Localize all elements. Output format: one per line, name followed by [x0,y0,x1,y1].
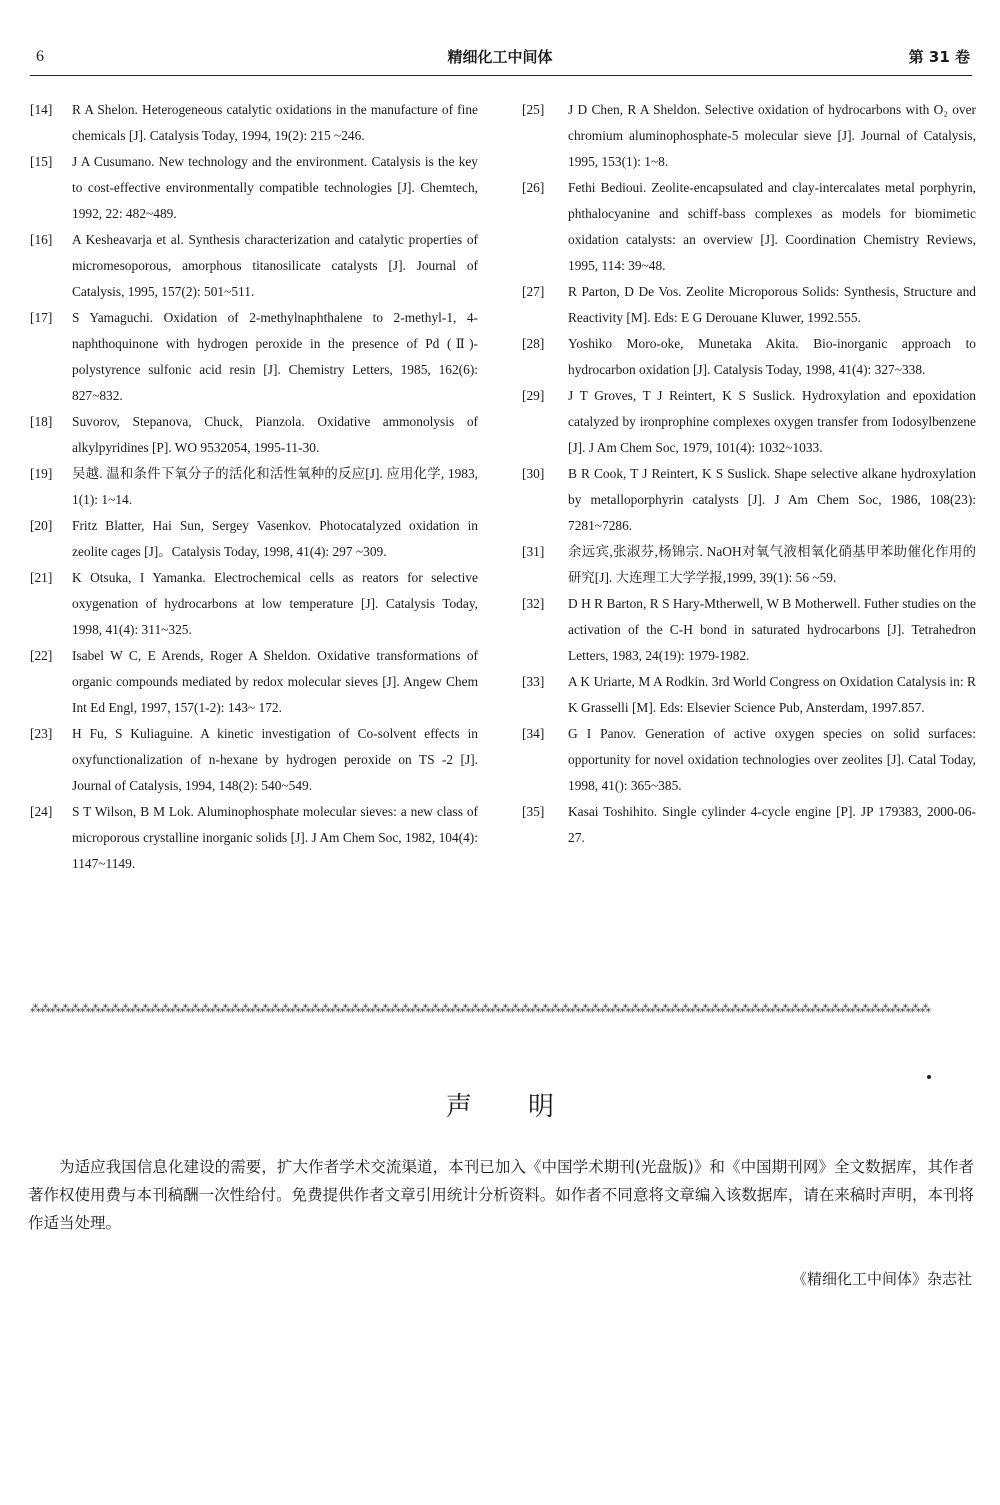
reference-text: G I Panov. Generation of active oxygen species on solid surfaces: opportunity for novel oxidation technologies over zeolites [J]. Catal Today, 1998, 41(): 365~385. [568,726,976,793]
journal-title: 精细化工中间体 [447,48,553,66]
page-number: 6 [36,48,44,65]
notice-signature: 《精细化工中间体》杂志社 [791,1270,972,1288]
reference-number: [20] [30,518,53,533]
reference-text: Yoshiko Moro-oke, Munetaka Akita. Bio-inorganic approach to hydrocarbon oxidation [J]. Catalysis Today, 1998, 41(4): 327~338. [568,336,976,377]
reference-number: [23] [30,726,53,741]
reference-number: [27] [522,284,545,299]
reference-text: J D Chen, R A Sheldon. Selective oxidation of hydrocarbons with O₂ over chromium aluminophosphate-5 molecular sieve [J]. Journal of Catalysis, 1995, 153(1): 1~8. [568,102,976,169]
reference-number: [14] [30,102,53,117]
reference-number: [28] [522,336,545,351]
reference-entry [522,175,976,279]
reference-text: Kasai Toshihito. Single cylinder 4-cycle engine [P]. JP 179383, 2000-06-27. [568,804,976,845]
reference-entry [30,565,478,643]
reference-text: Fritz Blatter, Hai Sun, Sergey Vasenkov. Photocatalyzed oxidation in zeolite cages [J]。Catalysis Today, 1998, 41(4): 297 ~309. [72,518,478,559]
ornamental-divider: ⁂⁂⁂⁂⁂⁂⁂⁂⁂⁂⁂⁂⁂⁂⁂⁂⁂⁂⁂⁂⁂⁂⁂⁂⁂⁂⁂⁂⁂⁂⁂⁂⁂⁂⁂⁂⁂⁂⁂⁂⁂⁂⁂⁂⁂⁂⁂⁂⁂⁂⁂⁂⁂⁂⁂⁂⁂⁂⁂⁂⁂⁂⁂⁂⁂⁂⁂⁂⁂⁂⁂⁂⁂⁂⁂⁂⁂⁂⁂⁂⁂⁂⁂⁂⁂⁂⁂⁂⁂⁂ [30,1003,930,1015]
reference-entry [30,227,478,305]
reference-text: 余远宾,张淑芬,杨锦宗. NaOH对氧气液相氧化硝基甲苯助催化作用的研究[J]. 大连理工大学学报,1999, 39(1): 56 ~59. [568,544,976,585]
reference-entry [522,383,976,461]
reference-number: [32] [522,596,545,611]
reference-number: [26] [522,180,545,195]
reference-number: [25] [522,102,545,117]
reference-text: J A Cusumano. New technology and the environment. Catalysis is the key to cost-effective environmentally compatible technologies [J]. Chemtech, 1992, 22: 482~489. [72,154,478,221]
reference-number: [33] [522,674,545,689]
reference-number: [24] [30,804,53,819]
reference-entry [522,799,976,851]
reference-entry [30,149,478,227]
reference-text: R Parton, D De Vos. Zeolite Microporous Solids: Synthesis, Structure and Reactivity [M]. Eds: E G Derouane Kluwer, 1992.555. [568,284,976,325]
reference-text: 吴越. 温和条件下氧分子的活化和活性氧种的反应[J]. 应用化学, 1983, 1(1): 1~14. [72,466,478,507]
reference-text: Fethi Bedioui. Zeolite-encapsulated and clay-intercalates metal porphyrin, phthalocyanine and schiff-bass complexes as models for biomimetic oxidation catalysts: an overview [J]. Coordination Chemistry Reviews, 1995, 114: 39~48. [568,180,976,273]
reference-text: B R Cook, T J Reintert, K S Suslick. Shape selective alkane hydroxylation by metalloporphyrin catalysts [J]. J Am Chem Soc, 1986, 108(23): 7281~7286. [568,466,976,533]
volume-label: 第 31 卷 [908,48,970,66]
notice-title: 声明 [445,1092,610,1122]
reference-text: Suvorov, Stepanova, Chuck, Pianzola. Oxidative ammonolysis of alkylpyridines [P]. WO 9532054, 1995-11-30. [72,414,478,455]
reference-entry [522,97,976,175]
reference-number: [22] [30,648,53,663]
reference-entry [30,513,478,565]
reference-number: [19] [30,466,53,481]
reference-entry [30,643,478,721]
reference-text: S T Wilson, B M Lok. Aluminophosphate molecular sieves: a new class of microporous crystalline inorganic solids [J]. J Am Chem Soc, 1982, 104(4): 1147~1149. [72,804,478,871]
header-rule [30,75,972,76]
reference-text: J T Groves, T J Reintert, K S Suslick. Hydroxylation and epoxidation catalyzed by ironprophine complexes oxygen transfer from Iodosylbenzene [J]. J Am Chem Soc, 1979, 101(4): 1032~1033. [568,388,976,455]
notice-body: 为适应我国信息化建设的需要，扩大作者学术交流渠道，本刊已加入《中国学术期刊(光盘版)》和《中国期刊网》全文数据库，其作者著作权使用费与本刊稿酬一次性给付。免费提供作者文章引用统计分析资料。如作者不同意将文章编入该数据库，请在来稿时声明，本刊将作适当处理。 [28,1158,974,1232]
reference-number: [34] [522,726,545,741]
reference-text: H Fu, S Kuliaguine. A kinetic investigation of Co-solvent effects in oxyfunctionalization of n-hexane by hydrogen peroxide on TS -2 [J]. Journal of Catalysis, 1994, 148(2): 540~549. [72,726,478,793]
reference-entry [30,461,478,513]
reference-entry [522,279,976,331]
reference-number: [17] [30,310,53,325]
running-header [30,44,970,74]
reference-number: [21] [30,570,53,585]
reference-entry [30,721,478,799]
reference-number: [30] [522,466,545,481]
reference-number: [16] [30,232,53,247]
reference-text: A Kesheavarja et al. Synthesis characterization and catalytic properties of micromesoporous, amorphous titanosilicate catalysts [J]. Journal of Catalysis, 1995, 157(2): 501~511. [72,232,478,299]
reference-entry [522,461,976,539]
reference-entry [522,539,976,591]
reference-entry [30,799,478,877]
stray-dot [927,1075,931,1079]
reference-text: D H R Barton, R S Hary-Mtherwell, W B Motherwell. Futher studies on the activation of the C-H bond in saturated hydrocarbons [J]. Tetrahedron Letters, 1983, 24(19): 1979-1982. [568,596,976,663]
reference-entry [522,591,976,669]
reference-text: K Otsuka, I Yamanka. Electrochemical cells as reators for selective oxygenation of hydrocarbons at low temperature [J]. Catalysis Today, 1998, 41(4): 311~325. [72,570,478,637]
reference-number: [35] [522,804,545,819]
reference-number: [29] [522,388,545,403]
reference-number: [31] [522,544,545,559]
reference-entry [30,305,478,409]
reference-text: A K Uriarte, M A Rodkin. 3rd World Congress on Oxidation Catalysis in: R K Grasselli [M]. Eds: Elsevier Science Pub, Ansterdam, 1997.857. [568,674,976,715]
reference-entry [30,409,478,461]
reference-text: Isabel W C, E Arends, Roger A Sheldon. Oxidative transformations of organic compounds mediated by redox molecular sieves [J]. Angew Chem Int Ed Engl, 1997, 157(1-2): 143~ 172. [72,648,478,715]
reference-text: R A Shelon. Heterogeneous catalytic oxidations in the manufacture of fine chemicals [J]. Catalysis Today, 1994, 19(2): 215 ~246. [72,102,478,143]
reference-entry [522,669,976,721]
references-right-column [522,97,976,851]
reference-number: [18] [30,414,53,429]
references-left-column [30,97,478,877]
reference-text: S Yamaguchi. Oxidation of 2-methylnaphthalene to 2-methyl-1, 4-naphthoquinone with hydrogen peroxide in the presence of Pd (Ⅱ)-polystyrence sulfonic acid resin [J]. Chemistry Letters, 1985, 162(6): 827~832. [72,310,478,403]
reference-entry [522,721,976,799]
reference-number: [15] [30,154,53,169]
reference-entry [522,331,976,383]
reference-entry [30,97,478,149]
